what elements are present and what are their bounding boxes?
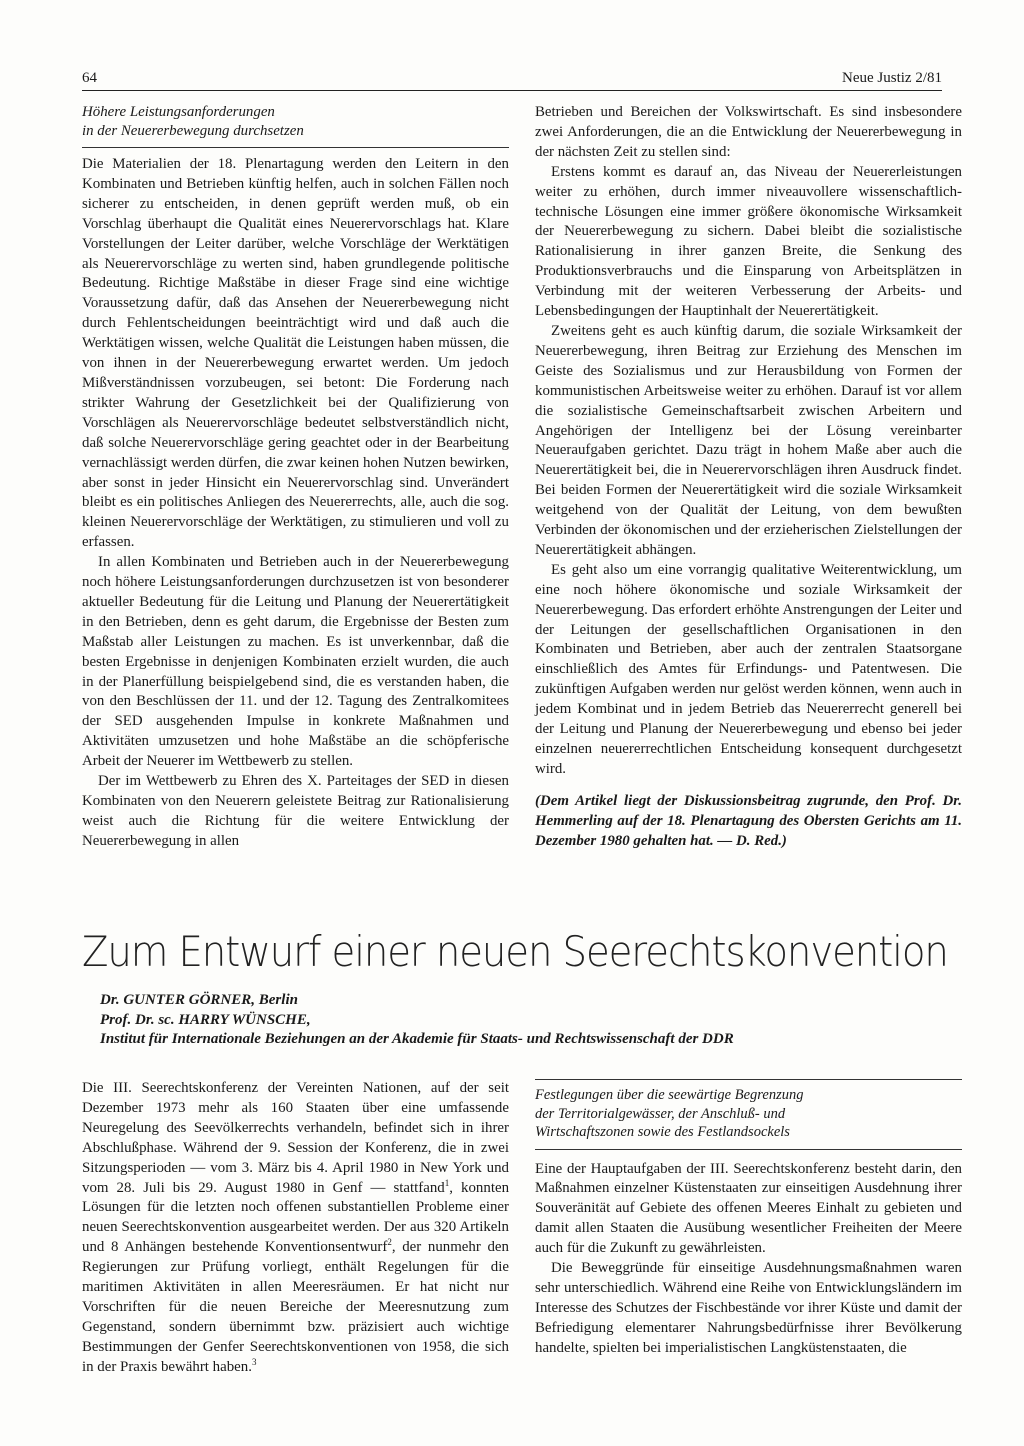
text-run: , konnten Lösungen für die letzten noch offenen substantiellen Probleme einer neuen Seerechtskonvention ausgearbeitet werden. Der aus 320 Artikeln und 8 Anhängen bestehende Konventionsentwurf [82,1179,510,1256]
paragraph: Erstens kommt es darauf an, das Niveau der Neuererleistungen weiter zu erhöhen, durch immer niveauvollere wissenschaftlich-technische Lösungen eine immer größere ökonomische Wirksamkeit der Neuererbewegung zu sichern. Dabei bleibt die sozialistische Rationalisierung in ihrer ganzen Breite, die Senkung des Produktionsverbrauchs und die Einsparung von Arbeitsplätzen in Verbindung mit der weiteren Verbesserung der Arbeits- und Lebensbedingungen der Hauptinhalt der Neuerertätigkeit. [535,163,962,320]
paragraph: Zweitens geht es auch künftig darum, die soziale Wirksamkeit der Neuererbewegung, ihren Beitrag zur Erziehung des Menschen im Geiste des Sozialismus und zur Herausbildung von Formen der kommunistischen Arbeitsweise weiter zu erhöhen. Darauf ist vor allem die sozialistische Gemeinschaftsarbeit zwischen Arbeitern und Angehörigen der Intelligenz bei der Lösung vereinbarter Neueraufgaben gerichtet. Dazu trägt in hohem Maße aber auch die Neuerertätigkeit bei, die in Neuerervorschlägen ihren Ausdruck findet. Bei beiden Formen der Neuerertätigkeit wird die soziale Wirksamkeit weitgehend von der Qualität der Leitung, von dem bewußten Verbinden der ökonomischen und der erzieherischen Zielstellungen der Neuerertätigkeit abhängen. [535,322,962,558]
article2-column-right [535,1079,962,1359]
paragraph: Betrieben und Bereichen der Volkswirtschaft. Es sind insbesondere zwei Anforderungen, die an die Entwicklung der Neuererbewegung in der nächsten Zeit zu stellen sind: [535,104,962,160]
author-name: Dr. GUNTER GÖRNER, Berlin [100,992,298,1008]
paragraph [82,1079,509,1378]
paragraph: Es geht also um eine vorrangig qualitative Weiterentwicklung, um eine noch höhere ökonomische und soziale Wirksamkeit der Neuererbewegung. Das erfordert erhöhte Anstrengungen der Leiter und der Leitungen der gesellschaftlichen Organisationen in den Kombinaten und Betrieben, aber auch der zentralen Staatsorgane einschließlich des Amtes für Erfindungs- und Patentwesen. Die zukünftigen Aufgaben werden nur gelöst werden können, wenn auch in jedem Kombinat und in jedem Betrieb das Neuererrecht generell bei der Leitung und Planung der Neuererbewegung und ebenso bei jeder einzelnen neuererrechtlichen Entscheidung konsequent durchgesetzt wird. [535,561,962,777]
footnote-ref: 2 [387,1237,392,1248]
paragraph: Der im Wettbewerb zu Ehren des X. Parteitages der SED in diesen Kombinaten von den Neuerern geleistete Beitrag zur Rationalisierung weist auch die Richtung für die weitere Entwicklung der Neuererbewegung in allen [82,773,509,849]
article1-column-left [82,155,509,852]
footnote-ref: 3 [251,1356,257,1367]
author-name: Prof. Dr. sc. HARRY WÜNSCHE, [100,1011,311,1028]
journal-issue: Neue Justiz 2/81 [842,70,942,86]
article1-column-right [535,103,962,852]
subsection-heading-line: Wirtschaftszonen sowie des Festlandsockels [535,1124,790,1140]
author-block [100,991,960,1050]
editor-note: (Dem Artikel liegt der Diskussionsbeitrag zugrunde, den Prof. Dr. Hemmerling auf der 18. Plenartagung des Obersten Gerichts am 11. Dezember 1980 gehalten hat. — D. Red.) [535,792,962,849]
section-heading [82,103,509,158]
article-title: Zum Entwurf einer neuen Seerechtskonvention [82,927,948,976]
author-institute: Institut für Internationale Beziehungen an der Akademie für Staats- und Rechtswissenschaft der DDR [100,1031,734,1047]
footnote-ref: 1 [444,1177,450,1188]
subsection-heading-line: der Territorialgewässer, der Anschluß- und [535,1105,786,1122]
subsection-heading-line: Festlegungen über die seewärtige Begrenzung [535,1087,804,1103]
paragraph: Die Materialien der 18. Plenartagung werden den Leitern in den Kombinaten und Betrieben künftig helfen, auch in solchen Fällen noch sicherer zu entscheiden, in denen geprüft werden muß, ob ein Vorschlag überhaupt die Qualität eines Neuerervorschlags hat. Klare Vorstellungen der Leiter darüber, welche Vorschläge der Werktätigen als Neuerervorschläge zu werten sind, haben grundlegende politische Bedeutung. Richtige Maßstäbe in dieser Frage sind eine wichtige Voraussetzung dafür, daß das Ansehen der Neuererbewegung nicht durch Fehlentscheidungen beeinträchtigt wird und daß auch die Werktätigen wissen, welche Qualität die Leistungen haben müssen, die von ihnen in der Neuererbewegung erwartet werden. Um jedoch Mißverständnissen vorzubeugen, sei betont: Die Forderung nach strikter Wahrung der Gesetzlichkeit bei der Qualifizierung von Vorschlägen als Neuerervorschläge bedeutet selbstverständlich nicht, daß solche Neuerervorschläge gering geachtet oder in der Bearbeitung vernachlässigt werden dürfen, die zwar keinen hohen Nutzen bewirken, aber sonst in jeder Hinsicht ein Neuerervorschlag sind. Unverändert bleibt es ein politisches Anliegen des Neuererrechts, alle, auch die sog. kleinen Neuerervorschläge der Werktätigen, zu stimulieren und voll zu erfassen. [82,156,509,551]
text-run: , der nunmehr den Regierungen zur Prüfung vorliegt, enthält Regelungen für die maritimen Aktivitäten in allen Meeresräumen. Er hat nicht nur Vorschriften für die neuen Bereiche der Meeresnutzung zum Gegenstand, sondern übernimmt bzw. präzisiert auch wichtige Bestimmungen der Genfer Seerechtskonventionen von 1958, die sich in der Praxis bewährt haben. [82,1239,509,1375]
paragraph: Die Beweggründe für einseitige Ausdehnungsmaßnahmen waren sehr unterschiedlich. Während eine Reihe von Entwicklungsländern im Interesse des Schutzes der Fischbestände vor ihrer Küste und damit der Befriedigung elementarer Nahrungsbedürfnisse ihrer Bevölkerung handelte, spielten bei imperialistischen Langküstenstaaten, die [535,1260,962,1356]
subsection-heading [535,1079,962,1150]
section-heading-line: Höhere Leistungsanforderungen [82,104,275,120]
article2-column-left [82,1079,509,1378]
section-rule [82,147,509,148]
header-rule [82,90,942,91]
text-run: Die III. Seerechtskonferenz der Vereinten Nationen, auf der seit Dezember 1973 mehr als 160 Staaten über eine umfassende Neuregelung des Seevölkerrechts verhandeln, befindet sich in ihrer Abschlußphase. Während der 9. Session der Konferenz, die in zwei Sitzungsperioden — vom 3. März bis 4. April 1980 in New York und vom 28. Juli bis 29. August 1980 in Genf — stattfand [82,1080,509,1196]
section-heading-line: in der Neuererbewegung durchsetzen [82,123,304,139]
paragraph: Eine der Hauptaufgaben der III. Seerechtskonferenz besteht darin, den Maßnahmen einzelner Küstenstaaten zur einseitigen Ausdehnung ihrer Souveränität auf Gebiete des offenen Meeres Einhalt zu gebieten und damit allen Staaten die Ausübung wesentlicher Freiheiten der Meere auch für die Zukunft zu gewährleisten. [535,1160,962,1257]
page-number: 64 [82,70,97,86]
paragraph: In allen Kombinaten und Betrieben auch in der Neuererbewegung noch höhere Leistungsanforderungen durchzusetzen ist von besonderer aktueller Bedeutung für die Leitung und Planung der Neuerertätigkeit in den Betrieben, denn es geht darum, die Ergebnisse der Besten zum Maßstab aller Leistungen zu machen. Es ist unverkennbar, daß die besten Ergebnisse in denjenigen Kombinaten erzielt wurden, die auch in der Planerfüllung beispielgebend sind, die es verstanden haben, die von den Beschlüssen der 11. und der 12. Tagung des Zentralkomitees der SED ausgehenden Impulse in konkrete Maßnahmen und Aktivitäten umzusetzen und hohe Maßstäbe an die schöpferische Arbeit der Neuerer im Wettbewerb zu stellen. [82,554,509,770]
